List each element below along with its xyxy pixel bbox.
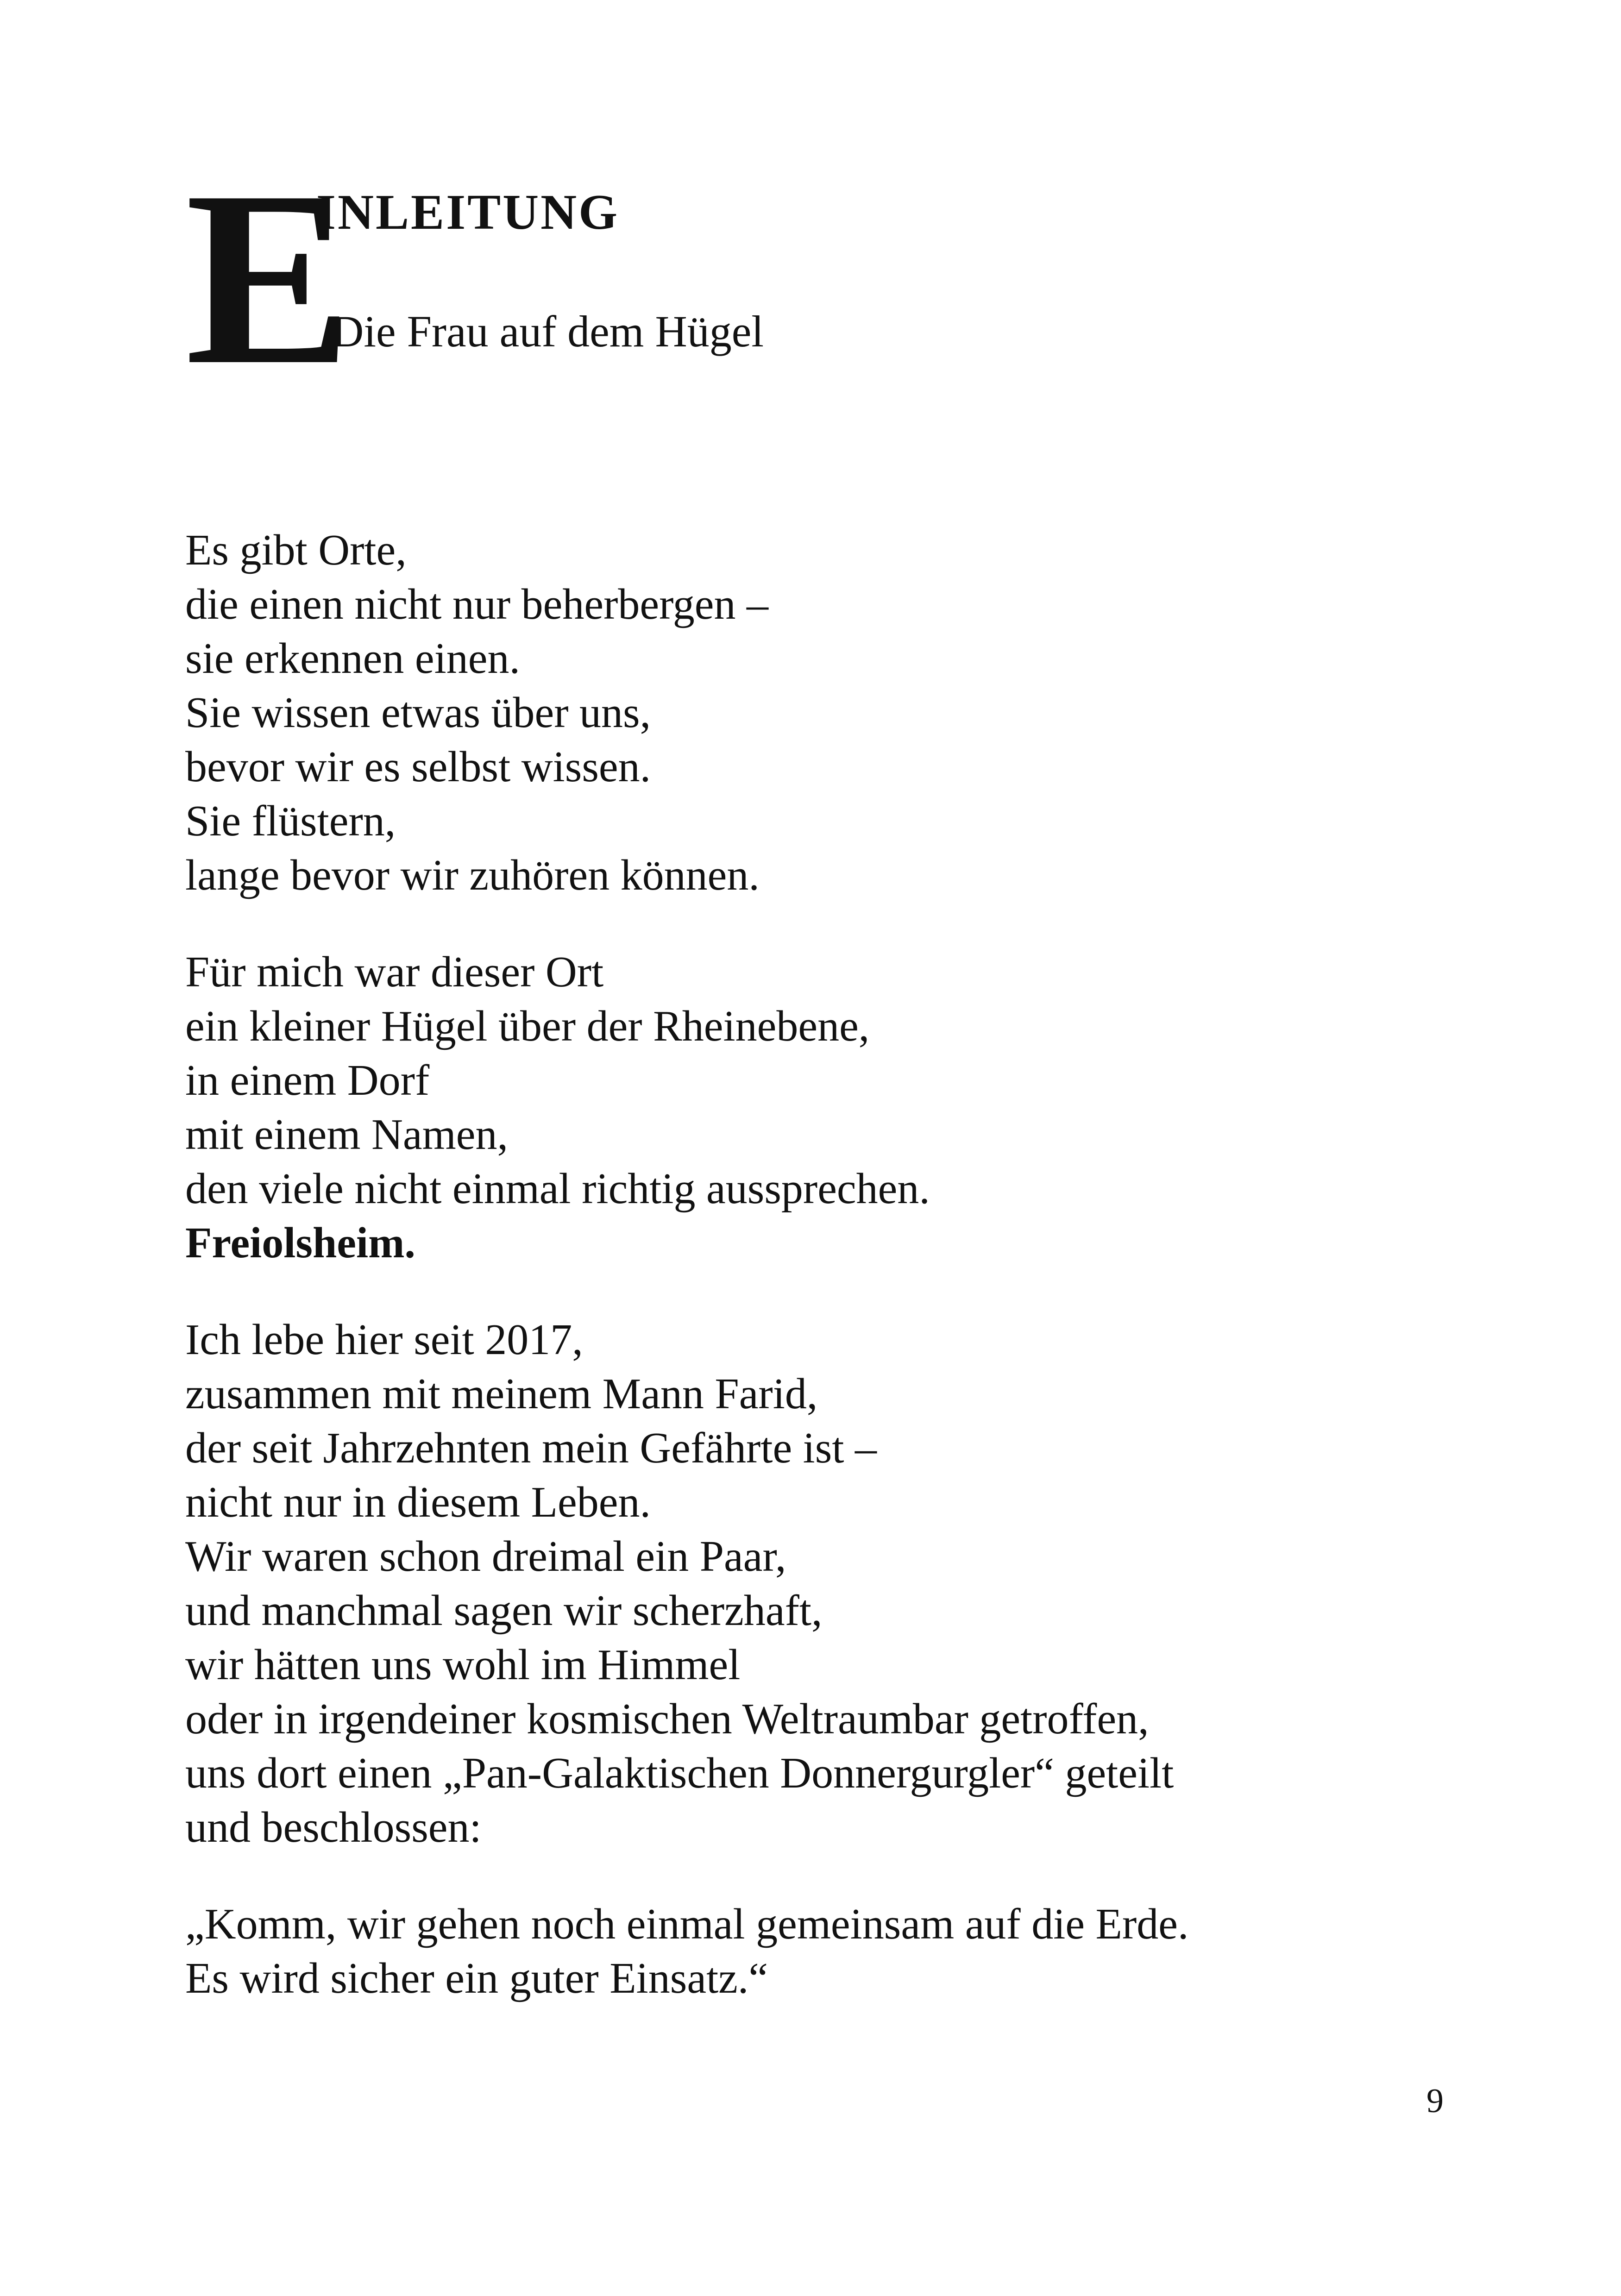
text-line: mit einem Namen, [185, 1110, 508, 1159]
chapter-title: INLEITUNG [316, 185, 620, 240]
text-line: wir hätten uns wohl im Himmel [185, 1641, 741, 1689]
text-line: Sie flüstern, [185, 797, 396, 845]
page-number: 9 [1426, 2082, 1444, 2120]
text-line: sie erkennen einen. [185, 634, 520, 683]
text-line: und manchmal sagen wir scherzhaft, [185, 1587, 823, 1635]
chapter-subtitle: Die Frau auf dem Hügel [332, 307, 764, 356]
text-line: ein kleiner Hügel über der Rheinebene, [185, 1002, 870, 1050]
text-line: bevor wir es selbst wissen. [185, 743, 651, 791]
text-line: in einem Dorf [185, 1056, 430, 1104]
text-line: den viele nicht einmal richtig aussprechen. [185, 1165, 930, 1213]
text-line: der seit Jahrzehnten mein Gefährte ist – [185, 1424, 877, 1472]
text-line: oder in irgendeiner kosmischen Weltraumbar getroffen, [185, 1695, 1149, 1743]
text-line: Es wird sicher ein guter Einsatz.“ [185, 1954, 768, 2002]
stanza-2 [185, 945, 1436, 1270]
stanza-4 [185, 1897, 1436, 2006]
text-line: „Komm, wir gehen noch einmal gemeinsam auf die Erde. [185, 1900, 1189, 1948]
text-line: nicht nur in diesem Leben. [185, 1478, 651, 1526]
body-text [185, 523, 1436, 2048]
text-line: Für mich war dieser Ort [185, 948, 604, 996]
drop-cap: E [185, 139, 352, 416]
text-line: Ich lebe hier seit 2017, [185, 1316, 583, 1364]
text-line: und beschlossen: [185, 1803, 482, 1851]
text-line: zusammen mit meinem Mann Farid, [185, 1370, 818, 1418]
stanza-3 [185, 1313, 1436, 1855]
text-line: Sie wissen etwas über uns, [185, 689, 651, 737]
text-line: lange bevor wir zuhören können. [185, 851, 760, 899]
chapter-heading [185, 139, 1204, 416]
text-line: die einen nicht nur beherbergen – [185, 580, 768, 628]
text-line: Wir waren schon dreimal ein Paar, [185, 1532, 786, 1581]
text-line: Es gibt Orte, [185, 526, 407, 574]
stanza-1 [185, 523, 1436, 903]
place-name: Freiolsheim. [185, 1219, 415, 1267]
text-line: uns dort einen „Pan-Galaktischen Donnergurgler“ geteilt [185, 1749, 1174, 1797]
